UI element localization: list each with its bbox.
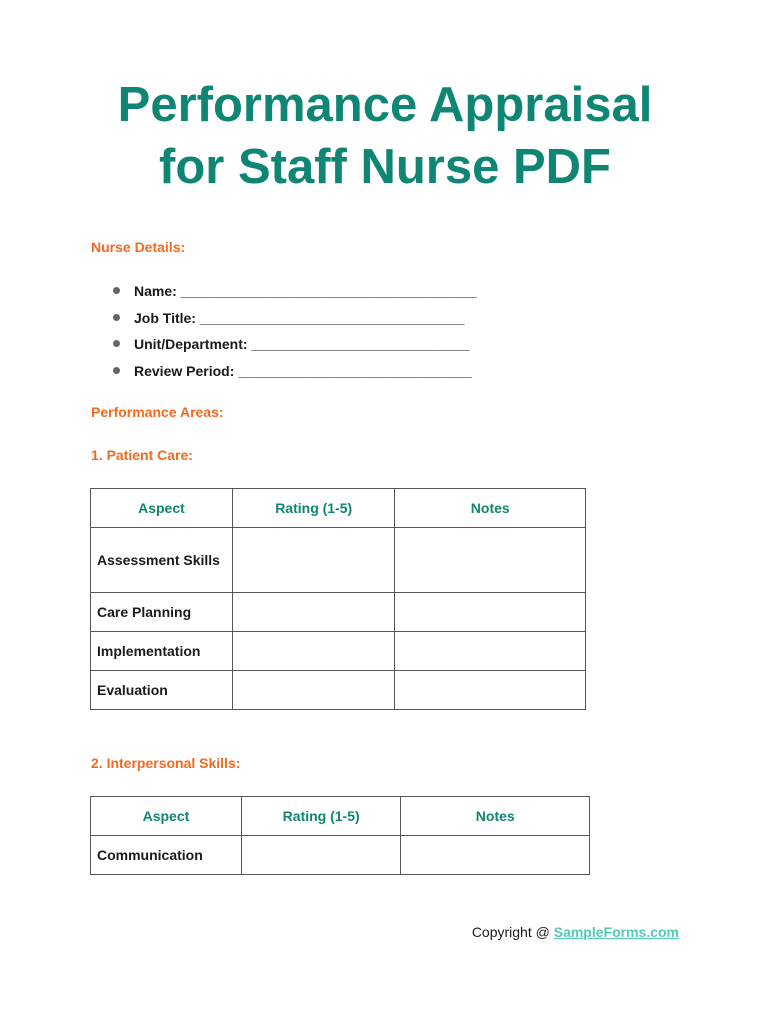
aspect-cell: Care Planning [91,593,233,632]
table-header-row [91,797,590,836]
table-row [91,593,586,632]
unit-department-field[interactable]: Unit/Department: ____________________________ [134,336,470,352]
list-item [113,307,477,334]
bullet-icon [113,314,120,321]
table-row [91,632,586,671]
interpersonal-skills-heading: 2. Interpersonal Skills: [91,755,241,771]
nurse-details-heading: Nurse Details: [91,239,186,255]
list-item [113,360,477,387]
aspect-cell: Implementation [91,632,233,671]
job-title-field[interactable]: Job Title: __________________________________ [134,309,465,326]
copyright-footer [472,924,679,940]
list-item [113,280,477,307]
page-title-line-2: for Staff Nurse PDF [159,140,611,194]
column-header-aspect: Aspect [91,797,242,836]
notes-cell[interactable] [395,593,586,632]
review-period-field[interactable]: Review Period: ______________________________ [134,362,472,379]
column-header-notes: Notes [395,489,586,528]
column-header-rating: Rating (1-5) [232,489,395,528]
notes-cell[interactable] [395,671,586,710]
bullet-icon [113,287,120,294]
table-row [91,836,590,875]
page-title [0,74,770,198]
column-header-rating: Rating (1-5) [241,797,401,836]
notes-cell[interactable] [395,528,586,593]
interpersonal-skills-table [90,796,590,875]
aspect-cell: Communication [91,836,242,875]
list-item [113,333,477,360]
table-row [91,528,586,593]
rating-cell[interactable] [232,671,395,710]
aspect-cell: Evaluation [91,671,233,710]
page-title-line-1: Performance Appraisal [117,78,653,132]
notes-cell[interactable] [395,632,586,671]
bullet-icon [113,367,120,374]
table-row [91,671,586,710]
bullet-icon [113,340,120,347]
performance-areas-heading: Performance Areas: [91,404,224,420]
notes-cell[interactable] [401,836,590,875]
column-header-notes: Notes [401,797,590,836]
nurse-details-list [113,280,477,386]
patient-care-heading: 1. Patient Care: [91,447,193,463]
rating-cell[interactable] [241,836,401,875]
table-header-row [91,489,586,528]
column-header-aspect: Aspect [91,489,233,528]
patient-care-table [90,488,586,710]
rating-cell[interactable] [232,593,395,632]
copyright-text: Copyright @ [471,924,554,940]
name-field[interactable]: Name: ______________________________________ [134,283,477,299]
rating-cell[interactable] [232,528,395,593]
aspect-cell: Assessment Skills [91,528,233,593]
sampleforms-link[interactable]: SampleForms.com [553,924,679,940]
rating-cell[interactable] [232,632,395,671]
